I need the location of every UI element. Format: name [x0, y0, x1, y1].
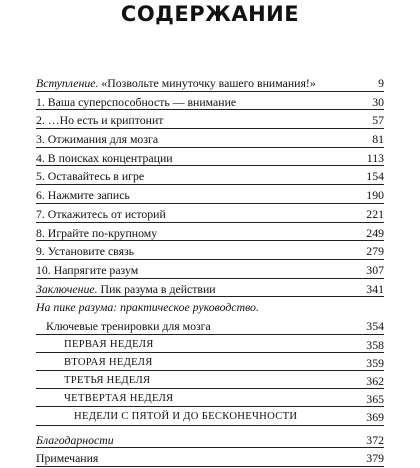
toc-entry-chapter-10[interactable]	[36, 261, 384, 280]
toc-entry-week-3[interactable]	[36, 372, 384, 390]
toc-entry-page: 341	[364, 280, 384, 299]
toc-entry-chapter-3[interactable]	[36, 130, 384, 149]
toc-entry-title: 7. Откажитесь от историй	[36, 205, 168, 224]
toc-entry-page: 9	[376, 74, 384, 93]
toc-entry-week-2[interactable]	[36, 354, 384, 372]
toc-entry-title: 5. Оставайтесь в игре	[36, 167, 146, 186]
toc-rule	[36, 425, 384, 426]
toc-entry-page: 81	[370, 130, 384, 149]
toc-entry-week-1[interactable]	[36, 336, 384, 354]
toc-entry-chapter-9[interactable]	[36, 242, 384, 261]
toc-rule	[36, 240, 384, 241]
toc-rule	[36, 109, 384, 110]
toc-entry-lead: Заключение.	[36, 281, 98, 296]
toc-rule	[36, 296, 384, 297]
toc-rule	[36, 165, 384, 166]
toc-rule	[36, 370, 384, 371]
toc-rule	[36, 184, 384, 185]
toc-entry-chapter-7[interactable]	[36, 205, 384, 224]
toc-rule	[36, 259, 384, 260]
toc-entry-title: Пик разума в действии	[97, 281, 216, 296]
toc-entry-page: 113	[365, 149, 384, 168]
toc-entry-page: 354	[364, 317, 384, 336]
toc-entry-introduction[interactable]	[36, 74, 384, 93]
toc-entry-page: 279	[364, 242, 384, 261]
toc-rule	[36, 203, 384, 204]
toc-entry-title: 1. Ваша суперспособность — внимание	[36, 93, 238, 112]
toc-entry-title: 3. Отжимания для мозга	[36, 130, 160, 149]
toc-rule	[36, 388, 384, 389]
toc-entry-page: 30	[370, 93, 384, 112]
toc-entry-title: ВТОРАЯ НЕДЕЛЯ	[64, 354, 155, 373]
toc-entry-lead: Вступление.	[36, 76, 99, 90]
toc-entry-page: 358	[364, 336, 384, 355]
toc-entry-title: ТРЕТЬЯ НЕДЕЛЯ	[64, 372, 152, 391]
toc-entry-page: 372	[364, 431, 384, 450]
toc-entry-chapter-8[interactable]	[36, 224, 384, 243]
toc-entry-page: 190	[364, 186, 384, 205]
toc-entry-week-4[interactable]	[36, 390, 384, 408]
page-title: СОДЕРЖАНИЕ	[120, 2, 300, 26]
toc-rule	[36, 147, 384, 148]
toc-entry-week-5-onwards[interactable]	[36, 408, 384, 426]
toc-entry-lead: Благодарности	[36, 432, 114, 447]
toc-entry-key-workouts[interactable]	[36, 317, 384, 336]
toc-entry-title: Ключевые тренировки для мозга	[46, 317, 213, 336]
toc-entry-page: 307	[364, 261, 384, 280]
toc-entry-page: 362	[364, 372, 384, 391]
toc-entry-title: 9. Установите связь	[36, 242, 136, 261]
toc-entry-title: 4. В поисках концентрации	[36, 149, 175, 168]
toc-rule	[36, 334, 384, 335]
toc-entry-page: 221	[364, 205, 384, 224]
toc-entry-title: «Позвольте минуточку вашего внимания!»	[98, 76, 316, 90]
toc-entry-conclusion[interactable]	[36, 280, 384, 299]
toc-rule	[36, 91, 384, 92]
toc-entry-title: 6. Нажмите запись	[36, 186, 132, 205]
toc-entry-title: ЧЕТВЕРТАЯ НЕДЕЛЯ	[64, 390, 175, 409]
toc-entry-chapter-1[interactable]	[36, 93, 384, 112]
toc-entry-title: 2. …Но есть и криптонит	[36, 111, 165, 130]
toc-entry-page: 57	[370, 111, 384, 130]
toc-rule	[36, 278, 384, 279]
toc-entry-chapter-6[interactable]	[36, 186, 384, 205]
toc-rule	[36, 128, 384, 129]
toc-entry-title: Примечания	[36, 449, 100, 468]
toc-entry-chapter-2[interactable]	[36, 111, 384, 130]
toc-rule	[36, 222, 384, 223]
toc-entry-page: 369	[364, 408, 384, 427]
toc-entry-chapter-5[interactable]	[36, 167, 384, 186]
toc-entry-page: 359	[364, 354, 384, 373]
toc-entry-page: 249	[364, 224, 384, 243]
toc-rule	[36, 406, 384, 407]
toc-entry-title: ПЕРВАЯ НЕДЕЛЯ	[64, 336, 156, 355]
toc-entry-title: НЕДЕЛИ С ПЯТОЙ И ДО БЕСКОНЕЧНОСТИ	[74, 408, 299, 427]
toc-entry-page: 379	[364, 449, 384, 468]
toc-entry-lead: На пике разума: практическое руководство.	[36, 300, 259, 315]
toc-entry-page: 365	[364, 390, 384, 409]
toc-entry-notes[interactable]	[36, 449, 384, 468]
toc-entry-practical-guide[interactable]	[36, 298, 384, 317]
toc-entry-title: 8. Играйте по-крупному	[36, 224, 159, 243]
toc-entry-title: 10. Напрягите разум	[36, 261, 140, 280]
toc-entry-acknowledgements[interactable]	[36, 431, 384, 450]
toc-entry-chapter-4[interactable]	[36, 149, 384, 168]
toc-rule	[36, 447, 384, 448]
toc-rule	[36, 466, 384, 467]
toc-rule	[36, 352, 384, 353]
toc-entry-page: 154	[364, 167, 384, 186]
table-of-contents	[36, 74, 384, 468]
